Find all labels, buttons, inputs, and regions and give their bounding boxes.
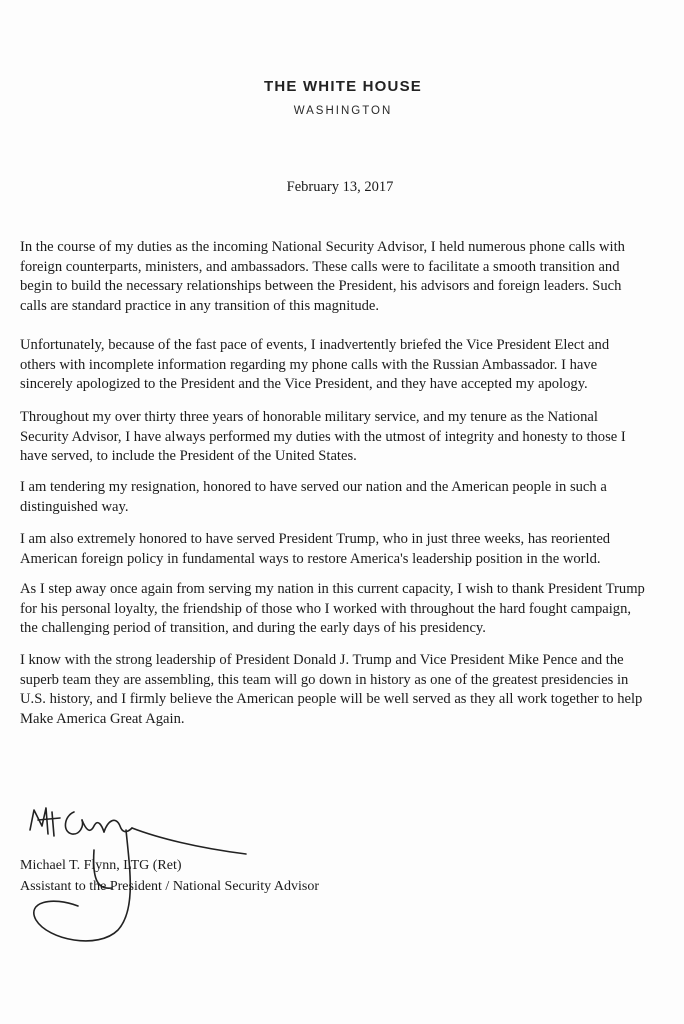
letterhead-subtitle: WASHINGTON [293,105,393,117]
paragraph-4: I am tendering my resignation, honored to have served our nation and the American people in such a distinguished way. [20,479,607,515]
signatory-title: Assistant to the President / National Security Advisor [20,879,320,894]
handwritten-signature [8,790,268,960]
paragraph-3: Throughout my over thirty three years of honorable military service, and my tenure as the National Security Advisor, I have always performed my duties with the utmost of integrity and honesty to those I have served, to include the President of the United States. [20,409,626,464]
letter-date: February 13, 2017 [286,179,394,195]
letterhead-title: THE WHITE HOUSE [263,78,422,95]
paragraph-1: In the course of my duties as the incoming National Security Advisor, I held numerous phone calls with foreign counterparts, ministers, and ambassadors. These calls were to facilitate a smooth transition and begin to build the necessary relationships between the President, his advisors and foreign leaders. Such calls are standard practice in any transition of this magnitude. [20,239,625,314]
paragraph-5: I am also extremely honored to have served President Trump, who in just three weeks, has reoriented American foreign policy in fundamental ways to restore America's leadership position in the world. [20,531,611,567]
signatory-name: Michael T. Flynn, LTG (Ret) [20,858,182,873]
paragraph-2: Unfortunately, because of the fast pace of events, I inadvertently briefed the Vice President Elect and others with incomplete information regarding my phone calls with the Russian Ambassador. I have sincerely apologized to the President and the Vice President, and they have accepted my apology. [20,337,610,392]
paragraph-6: As I step away once again from serving my nation in this current capacity, I wish to thank President Trump for his personal loyalty, the friendship of those who I worked with throughout the hard fought campaign, the challenging period of transition, and during the early days of his presidency. [20,581,645,636]
paragraph-7: I know with the strong leadership of President Donald J. Trump and Vice President Mike Pence and the superb team they are assembling, this team will go down in history as one of the greatest presidencies in U.S. history, and I firmly believe the American people will be well served as they all work together to help Make America Great Again. [20,652,643,727]
